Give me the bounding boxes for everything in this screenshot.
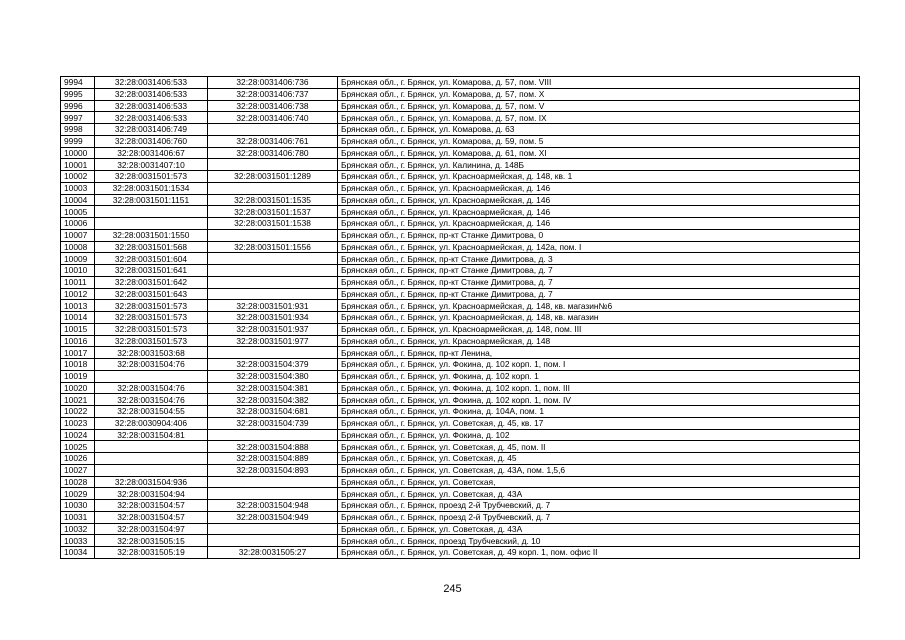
object-number-cell: 32:28:0031504:379 [208, 359, 338, 371]
table-row [61, 77, 860, 89]
address-cell: Брянская обл., г. Брянск, ул. Комарова, д. 57, пом. V [338, 100, 860, 112]
table-row [61, 359, 860, 371]
object-number-cell: 32:28:0031406:738 [208, 100, 338, 112]
row-number-cell: 10010 [61, 265, 95, 277]
address-cell: Брянская обл., г. Брянск, пр-кт Станке Димитрова, д. 7 [338, 288, 860, 300]
parcel-number-cell: 32:28:0031501:643 [95, 288, 208, 300]
row-number-cell: 10005 [61, 206, 95, 218]
table-row [61, 100, 860, 112]
parcel-number-cell: 32:28:0031504:57 [95, 511, 208, 523]
row-number-cell: 10015 [61, 323, 95, 335]
address-cell: Брянская обл., г. Брянск, ул. Советская, д. 43А [338, 523, 860, 535]
table-row [61, 88, 860, 100]
table-row [61, 547, 860, 559]
address-cell: Брянская обл., г. Брянск, ул. Советская, д. 43А, пом. 1,5,6 [338, 464, 860, 476]
table-row [61, 464, 860, 476]
object-number-cell: 32:28:0031406:737 [208, 88, 338, 100]
object-number-cell: 32:28:0031505:27 [208, 547, 338, 559]
address-cell: Брянская обл., г. Брянск, ул. Красноармейская, д. 146 [338, 206, 860, 218]
table-row [61, 253, 860, 265]
object-number-cell: 32:28:0031406:780 [208, 147, 338, 159]
table-row [61, 276, 860, 288]
object-number-cell: 32:28:0031406:740 [208, 112, 338, 124]
address-cell: Брянская обл., г. Брянск, ул. Комарова, д. 57, пом. IX [338, 112, 860, 124]
table-row [61, 511, 860, 523]
registry-table-body [61, 77, 860, 559]
row-number-cell: 10032 [61, 523, 95, 535]
address-cell: Брянская обл., г. Брянск, проезд Трубчевский, д. 10 [338, 535, 860, 547]
object-number-cell [208, 124, 338, 136]
address-cell: Брянская обл., г. Брянск, ул. Фокина, д. 102 корп. 1 [338, 370, 860, 382]
object-number-cell: 32:28:0031501:937 [208, 323, 338, 335]
table-row [61, 417, 860, 429]
table-row [61, 429, 860, 441]
table-row [61, 229, 860, 241]
row-number-cell: 10014 [61, 312, 95, 324]
row-number-cell: 10006 [61, 218, 95, 230]
parcel-number-cell: 32:28:0031504:81 [95, 429, 208, 441]
object-number-cell: 32:28:0031501:931 [208, 300, 338, 312]
table-row [61, 182, 860, 194]
object-number-cell: 32:28:0031501:1535 [208, 194, 338, 206]
address-cell: Брянская обл., г. Брянск, ул. Советская, д. 45, кв. 17 [338, 417, 860, 429]
parcel-number-cell: 32:28:0031406:760 [95, 135, 208, 147]
object-number-cell [208, 253, 338, 265]
table-row [61, 323, 860, 335]
row-number-cell: 10007 [61, 229, 95, 241]
address-cell: Брянская обл., г. Брянск, ул. Советская, [338, 476, 860, 488]
address-cell: Брянская обл., г. Брянск, ул. Красноармейская, д. 142а, пом. I [338, 241, 860, 253]
row-number-cell: 9999 [61, 135, 95, 147]
parcel-number-cell [95, 218, 208, 230]
address-cell: Брянская обл., г. Брянск, ул. Фокина, д. 102 корп. 1, пом. I [338, 359, 860, 371]
row-number-cell: 9995 [61, 88, 95, 100]
row-number-cell: 10024 [61, 429, 95, 441]
row-number-cell: 10011 [61, 276, 95, 288]
object-number-cell: 32:28:0031504:949 [208, 511, 338, 523]
address-cell: Брянская обл., г. Брянск, ул. Комарова, д. 57, пом. X [338, 88, 860, 100]
table-row [61, 265, 860, 277]
parcel-number-cell: 32:28:0031504:76 [95, 359, 208, 371]
object-number-cell: 32:28:0031504:380 [208, 370, 338, 382]
address-cell: Брянская обл., г. Брянск, проезд 2-й Трубчевский, д. 7 [338, 511, 860, 523]
row-number-cell: 10017 [61, 347, 95, 359]
parcel-number-cell [95, 441, 208, 453]
parcel-number-cell [95, 206, 208, 218]
address-cell: Брянская обл., г. Брянск, пр-кт Ленина, [338, 347, 860, 359]
row-number-cell: 10028 [61, 476, 95, 488]
object-number-cell: 32:28:0031504:888 [208, 441, 338, 453]
row-number-cell: 10027 [61, 464, 95, 476]
table-row [61, 288, 860, 300]
parcel-number-cell: 32:28:0031504:94 [95, 488, 208, 500]
table-row [61, 171, 860, 183]
table-row [61, 523, 860, 535]
address-cell: Брянская обл., г. Брянск, ул. Советская, д. 45 [338, 453, 860, 465]
object-number-cell: 32:28:0031501:1537 [208, 206, 338, 218]
address-cell: Брянская обл., г. Брянск, ул. Красноармейская, д. 148, кв. магазин№6 [338, 300, 860, 312]
object-number-cell [208, 182, 338, 194]
address-cell: Брянская обл., г. Брянск, ул. Комарова, д. 61, пом. XI [338, 147, 860, 159]
object-number-cell [208, 229, 338, 241]
row-number-cell: 10012 [61, 288, 95, 300]
table-row [61, 335, 860, 347]
parcel-number-cell [95, 453, 208, 465]
table-row [61, 147, 860, 159]
address-cell: Брянская обл., г. Брянск, ул. Красноармейская, д. 148 [338, 335, 860, 347]
row-number-cell: 10009 [61, 253, 95, 265]
row-number-cell: 10000 [61, 147, 95, 159]
object-number-cell [208, 429, 338, 441]
row-number-cell: 10003 [61, 182, 95, 194]
parcel-number-cell: 32:28:0031501:573 [95, 171, 208, 183]
row-number-cell: 10030 [61, 500, 95, 512]
table-row [61, 441, 860, 453]
parcel-number-cell: 32:28:0031504:97 [95, 523, 208, 535]
object-number-cell [208, 347, 338, 359]
parcel-number-cell: 32:28:0031503:68 [95, 347, 208, 359]
parcel-number-cell: 32:28:0031504:76 [95, 382, 208, 394]
row-number-cell: 10034 [61, 547, 95, 559]
table-row [61, 500, 860, 512]
parcel-number-cell: 32:28:0031505:15 [95, 535, 208, 547]
row-number-cell: 9997 [61, 112, 95, 124]
parcel-number-cell: 32:28:0031501:604 [95, 253, 208, 265]
row-number-cell: 10004 [61, 194, 95, 206]
address-cell: Брянская обл., г. Брянск, ул. Красноармейская, д. 148, кв. магазин [338, 312, 860, 324]
row-number-cell: 10008 [61, 241, 95, 253]
row-number-cell: 10033 [61, 535, 95, 547]
address-cell: Брянская обл., г. Брянск, пр-кт Станке Димитрова, 0 [338, 229, 860, 241]
table-row [61, 206, 860, 218]
object-number-cell: 32:28:0031504:948 [208, 500, 338, 512]
parcel-number-cell: 32:28:0031501:641 [95, 265, 208, 277]
object-number-cell [208, 265, 338, 277]
row-number-cell: 10029 [61, 488, 95, 500]
table-row [61, 347, 860, 359]
address-cell: Брянская обл., г. Брянск, ул. Красноармейская, д. 148, пом. III [338, 323, 860, 335]
table-row [61, 488, 860, 500]
row-number-cell: 10021 [61, 394, 95, 406]
row-number-cell: 10019 [61, 370, 95, 382]
address-cell: Брянская обл., г. Брянск, ул. Красноармейская, д. 146 [338, 194, 860, 206]
object-number-cell [208, 288, 338, 300]
object-number-cell: 32:28:0031501:977 [208, 335, 338, 347]
table-row [61, 241, 860, 253]
parcel-number-cell: 32:28:0031501:573 [95, 335, 208, 347]
row-number-cell: 9998 [61, 124, 95, 136]
object-number-cell [208, 159, 338, 171]
address-cell: Брянская обл., г. Брянск, ул. Советская, д. 49 корп. 1, пом. офис II [338, 547, 860, 559]
address-cell: Брянская обл., г. Брянск, ул. Комарова, д. 59, пом. 5 [338, 135, 860, 147]
parcel-number-cell: 32:28:0031504:76 [95, 394, 208, 406]
address-cell: Брянская обл., г. Брянск, ул. Комарова, д. 57, пом. VIII [338, 77, 860, 89]
row-number-cell: 10013 [61, 300, 95, 312]
address-cell: Брянская обл., г. Брянск, ул. Комарова, д. 63 [338, 124, 860, 136]
row-number-cell: 10023 [61, 417, 95, 429]
address-cell: Брянская обл., г. Брянск, ул. Советская, д. 43А [338, 488, 860, 500]
row-number-cell: 10002 [61, 171, 95, 183]
table-row [61, 112, 860, 124]
object-number-cell [208, 276, 338, 288]
table-row [61, 370, 860, 382]
object-number-cell [208, 476, 338, 488]
table-row [61, 476, 860, 488]
object-number-cell: 32:28:0031504:889 [208, 453, 338, 465]
row-number-cell: 10018 [61, 359, 95, 371]
table-row [61, 300, 860, 312]
object-number-cell: 32:28:0031504:681 [208, 406, 338, 418]
table-row [61, 124, 860, 136]
parcel-number-cell: 32:28:0031407:10 [95, 159, 208, 171]
address-cell: Брянская обл., г. Брянск, ул. Советская, д. 45, пом. II [338, 441, 860, 453]
row-number-cell: 9996 [61, 100, 95, 112]
address-cell: Брянская обл., г. Брянск, ул. Красноармейская, д. 146 [338, 218, 860, 230]
parcel-number-cell: 32:28:0031504:57 [95, 500, 208, 512]
parcel-number-cell: 32:28:0031406:533 [95, 112, 208, 124]
table-row [61, 535, 860, 547]
parcel-number-cell: 32:28:0031504:55 [95, 406, 208, 418]
row-number-cell: 10031 [61, 511, 95, 523]
row-number-cell: 9994 [61, 77, 95, 89]
row-number-cell: 10025 [61, 441, 95, 453]
row-number-cell: 10001 [61, 159, 95, 171]
object-number-cell [208, 488, 338, 500]
object-number-cell: 32:28:0031501:1556 [208, 241, 338, 253]
parcel-number-cell: 32:28:0031501:642 [95, 276, 208, 288]
table-row [61, 382, 860, 394]
address-cell: Брянская обл., г. Брянск, ул. Красноармейская, д. 146 [338, 182, 860, 194]
address-cell: Брянская обл., г. Брянск, ул. Калинина, д. 148Б [338, 159, 860, 171]
parcel-number-cell: 32:28:0031406:533 [95, 88, 208, 100]
object-number-cell: 32:28:0031504:381 [208, 382, 338, 394]
parcel-number-cell [95, 464, 208, 476]
object-number-cell: 32:28:0031501:934 [208, 312, 338, 324]
object-number-cell: 32:28:0031501:1289 [208, 171, 338, 183]
parcel-number-cell [95, 370, 208, 382]
parcel-number-cell: 32:28:0031501:1534 [95, 182, 208, 194]
parcel-number-cell: 32:28:0031406:533 [95, 77, 208, 89]
address-cell: Брянская обл., г. Брянск, ул. Красноармейская, д. 148, кв. 1 [338, 171, 860, 183]
parcel-number-cell: 32:28:0031501:1151 [95, 194, 208, 206]
row-number-cell: 10016 [61, 335, 95, 347]
table-row [61, 312, 860, 324]
address-cell: Брянская обл., г. Брянск, ул. Фокина, д. 102 корп. 1, пом. IV [338, 394, 860, 406]
object-number-cell: 32:28:0031504:893 [208, 464, 338, 476]
object-number-cell: 32:28:0031501:1538 [208, 218, 338, 230]
address-cell: Брянская обл., г. Брянск, ул. Фокина, д. 104А, пом. 1 [338, 406, 860, 418]
address-cell: Брянская обл., г. Брянск, пр-кт Станке Димитрова, д. 7 [338, 276, 860, 288]
page-number: 245 [443, 583, 462, 595]
parcel-number-cell: 32:28:0031501:568 [95, 241, 208, 253]
table-row [61, 406, 860, 418]
parcel-number-cell: 32:28:0031406:533 [95, 100, 208, 112]
object-number-cell: 32:28:0031406:761 [208, 135, 338, 147]
address-cell: Брянская обл., г. Брянск, пр-кт Станке Димитрова, д. 7 [338, 265, 860, 277]
parcel-number-cell: 32:28:0031406:67 [95, 147, 208, 159]
parcel-number-cell: 32:28:0031505:19 [95, 547, 208, 559]
table-row [61, 194, 860, 206]
parcel-number-cell: 32:28:0031501:573 [95, 323, 208, 335]
parcel-number-cell: 32:28:0031501:573 [95, 312, 208, 324]
row-number-cell: 10020 [61, 382, 95, 394]
object-number-cell [208, 523, 338, 535]
parcel-number-cell: 32:28:0031406:749 [95, 124, 208, 136]
address-cell: Брянская обл., г. Брянск, ул. Фокина, д. 102 корп. 1, пом. III [338, 382, 860, 394]
row-number-cell: 10026 [61, 453, 95, 465]
table-row [61, 218, 860, 230]
address-cell: Брянская обл., г. Брянск, ул. Фокина, д. 102 [338, 429, 860, 441]
registry-table [60, 76, 860, 559]
parcel-number-cell: 32:28:0031501:1550 [95, 229, 208, 241]
object-number-cell: 32:28:0031504:382 [208, 394, 338, 406]
table-row [61, 135, 860, 147]
table-row [61, 394, 860, 406]
table-row [61, 453, 860, 465]
object-number-cell: 32:28:0031406:736 [208, 77, 338, 89]
address-cell: Брянская обл., г. Брянск, пр-кт Станке Димитрова, д. 3 [338, 253, 860, 265]
parcel-number-cell: 32:28:0031501:573 [95, 300, 208, 312]
table-row [61, 159, 860, 171]
address-cell: Брянская обл., г. Брянск, проезд 2-й Трубчевский, д. 7 [338, 500, 860, 512]
object-number-cell: 32:28:0031504:739 [208, 417, 338, 429]
parcel-number-cell: 32:28:0030904:406 [95, 417, 208, 429]
row-number-cell: 10022 [61, 406, 95, 418]
parcel-number-cell: 32:28:0031504:936 [95, 476, 208, 488]
object-number-cell [208, 535, 338, 547]
